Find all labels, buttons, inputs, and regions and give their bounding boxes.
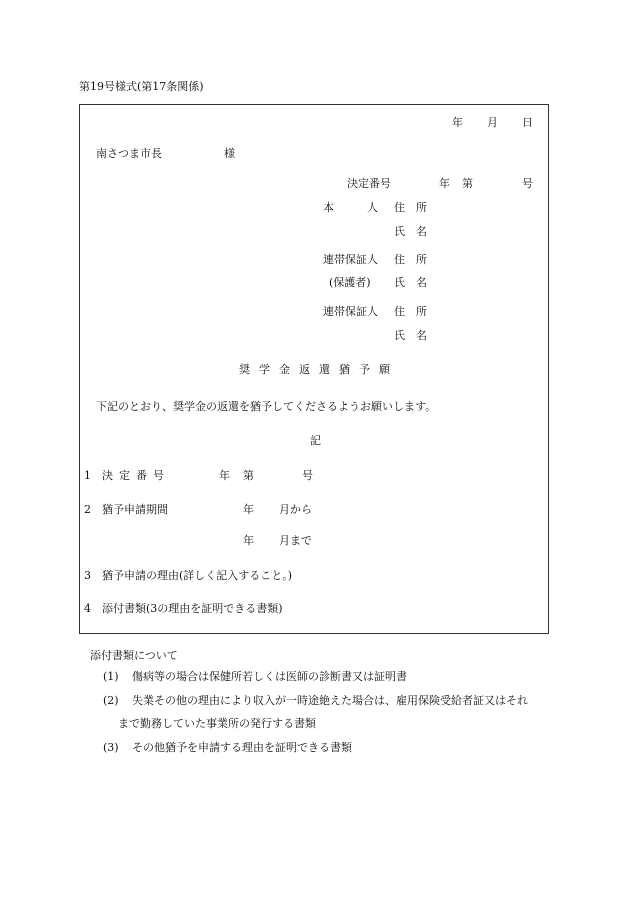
item4-label: 添付書類(3の理由を証明できる書類) [102,602,283,615]
note3-number: (3) [103,741,119,754]
document-title: 奨学金返還猶予願 [239,363,399,376]
guarantor1-role-note: (保護者) [329,276,371,289]
note2-text-line2: まで勤務していた事業所の発行する書類 [118,717,316,730]
notes-heading: 添付書類について [90,649,178,662]
guarantor1-role: 連帯保証人 [323,253,378,266]
guarantor2-role: 連帯保証人 [323,305,378,318]
note3-text: その他猶予を申請する理由を証明できる書類 [132,741,352,754]
item1-dai: 第 [243,469,254,482]
item2-number: 2 [84,503,91,516]
item4-number: 4 [84,602,91,615]
date-day: 日 [522,116,533,129]
decision-number-label: 決定番号 [347,177,391,190]
item2-to-year: 年 [243,534,254,547]
applicant-name-label: 氏 名 [394,225,427,238]
form-label: 第19号様式(第17条関係) [79,80,204,93]
date-month: 月 [487,116,498,129]
decision-number-dai: 第 [462,177,473,190]
item1-number: 1 [84,469,91,482]
item1-label: 決定番号 [102,469,170,482]
addressee-honorific: 様 [224,147,235,160]
guarantor2-address-label: 住 所 [394,305,427,318]
note1-text: 傷病等の場合は保健所若しくは医師の診断書又は証明書 [132,670,407,683]
note2-text-line1: 失業その他の理由により収入が一時途絶えた場合は、雇用保険受給者証又はそれ [132,694,528,707]
applicant-role: 本 人 [323,201,378,214]
addressee-mayor: 南さつま市長 [96,147,162,160]
item2-to-month: 月まで [279,534,312,547]
guarantor2-name-label: 氏 名 [394,329,427,342]
guarantor1-name-label: 氏 名 [394,276,427,289]
intro-text: 下記のとおり、奨学金の返還を猶予してくださるようお願いします。 [96,400,437,413]
item2-from-month: 月から [279,503,312,516]
item2-label: 猶予申請期間 [102,503,168,516]
note2-number: (2) [103,694,119,707]
item1-year: 年 [219,469,230,482]
decision-number-go: 号 [522,177,533,190]
ki-mark: 記 [310,434,321,447]
note1-number: (1) [103,670,119,683]
applicant-address-label: 住 所 [394,201,427,214]
decision-number-year: 年 [439,177,450,190]
item3-label: 猶予申請の理由(詳しく記入すること。) [102,569,293,582]
item3-number: 3 [84,569,91,582]
item1-go: 号 [302,469,313,482]
item2-from-year: 年 [243,503,254,516]
date-year: 年 [452,116,463,129]
guarantor1-address-label: 住 所 [394,253,427,266]
